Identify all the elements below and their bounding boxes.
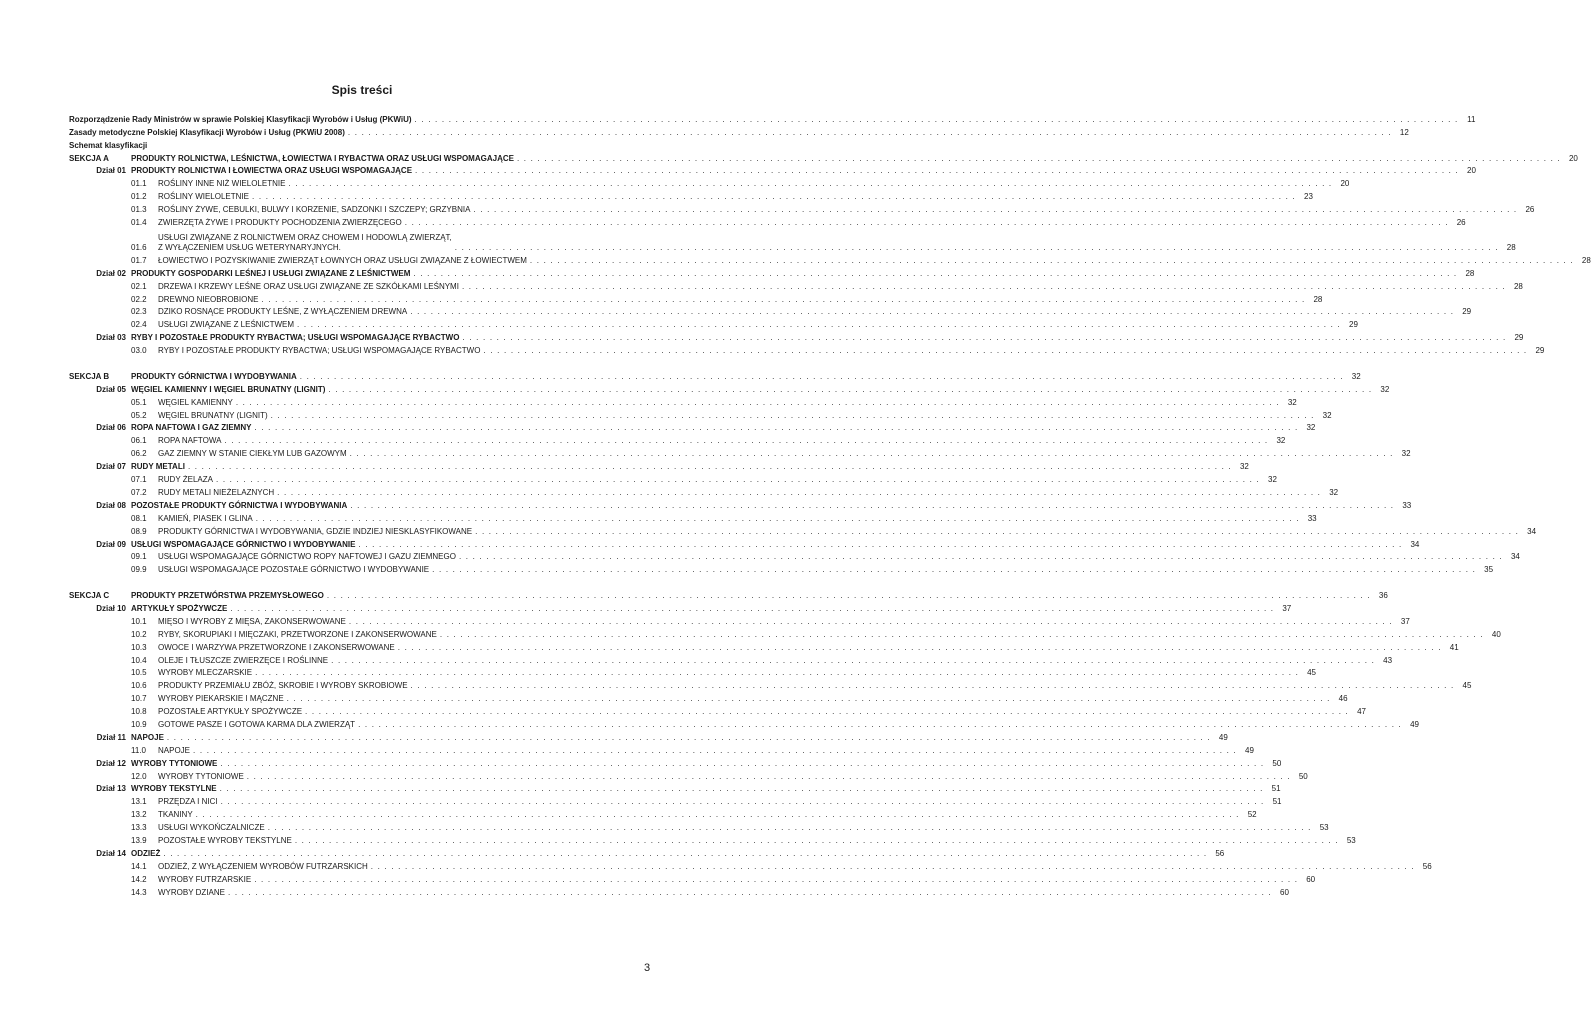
group-code: 01.4 — [131, 218, 147, 228]
toc-entry[interactable] — [69, 678, 1472, 691]
toc-entry[interactable] — [69, 305, 1472, 318]
leader-dots — [196, 810, 1240, 820]
toc-entry[interactable] — [69, 524, 1537, 537]
leader-dots — [224, 436, 1268, 446]
division-code: Dział 06 — [96, 423, 126, 433]
toc-entry[interactable] — [69, 138, 656, 151]
page-ref: 29 — [1462, 307, 1472, 317]
page-ref: 49 — [1218, 732, 1228, 742]
toc-entry[interactable] — [69, 704, 1366, 717]
entry-title: USŁUGI ZWIĄZANE Z ROLNICTWEM ORAZ CHOWEM I HODOWLĄ ZWIERZĄT, — [158, 233, 452, 243]
leader-dots — [483, 346, 1527, 356]
group-code: 01.3 — [131, 205, 147, 215]
entry-title: WYROBY PIEKARSKIE I MĄCZNE — [158, 694, 284, 704]
page-title: Spis treści — [331, 83, 393, 97]
leader-dots — [297, 320, 1341, 330]
entry-title: ARTYKUŁY SPOŻYWCZE — [131, 603, 228, 613]
entry-title: NAPOJE — [131, 732, 164, 742]
section-spacer — [69, 575, 656, 588]
toc-entry[interactable] — [69, 202, 1535, 215]
leader-dots — [328, 385, 1372, 395]
page-ref: 32 — [1239, 462, 1249, 472]
leader-dots — [255, 668, 1299, 678]
section-code: SEKCJA B — [69, 371, 110, 381]
entry-title: POZOSTAŁE ARTYKUŁY SPOŻYWCZE — [158, 707, 303, 717]
page-ref: 32 — [1287, 397, 1297, 407]
division-code: Dział 08 — [96, 500, 126, 510]
page-ref: 20 — [1467, 166, 1476, 176]
group-code: 14.3 — [131, 887, 147, 897]
group-code: 10.4 — [131, 655, 147, 665]
entry-title: PRODUKTY PRZEMIAŁU ZBÓŻ, SKROBIE I WYROBY SKROBIOWE — [158, 681, 408, 691]
entry-title: PRODUKTY GÓRNICTWA I WYDOBYWANIA, GDZIE INDZIEJ NIESKLASYFIKOWANE — [158, 526, 473, 536]
group-code: 12.0 — [131, 771, 147, 781]
page-ref: 28 — [1313, 294, 1323, 304]
group-code: 02.4 — [131, 320, 147, 330]
entry-title: PRODUKTY GOSPODARKI LEŚNEJ I USŁUGI ZWIĄZANE Z LEŚNICTWEM — [131, 268, 411, 278]
toc-entry[interactable] — [69, 794, 1282, 807]
page-ref: 52 — [1247, 810, 1257, 820]
group-code: 13.3 — [131, 823, 147, 833]
leader-dots — [415, 166, 1459, 176]
group-code: 07.2 — [131, 487, 147, 497]
group-code: 09.1 — [131, 552, 147, 562]
leader-dots — [277, 488, 1321, 498]
entry-title: RYBY I POZOSTAŁE PRODUKTY RYBACTWA; USŁUGI WSPOMAGAJĄCE RYBACTWO — [131, 333, 460, 343]
group-code: 02.3 — [131, 307, 147, 317]
leader-dots — [358, 540, 1402, 550]
toc-entry[interactable] — [69, 872, 1316, 885]
division-code: Dział 01 — [96, 166, 126, 176]
leader-dots — [268, 823, 1312, 833]
leader-dots — [411, 681, 1455, 691]
entry-title: PRODUKTY ROLNICTWA I ŁOWIECTWA ORAZ USŁUGI WSPOMAGAJĄCE — [131, 166, 413, 176]
table-of-contents — [69, 112, 1591, 898]
page-ref: 56 — [1215, 848, 1225, 858]
entry-title: ROPA NAFTOWA I GAZ ZIEMNY — [131, 423, 252, 433]
entry-title: WĘGIEL BRUNATNY (LIGNIT) — [158, 410, 268, 420]
leader-dots — [350, 449, 1394, 459]
group-code: 01.1 — [131, 179, 147, 189]
toc-entry[interactable] — [69, 228, 1516, 253]
entry-title: USŁUGI WSPOMAGAJĄCE POZOSTAŁE GÓRNICTWO I WYDOBYWANIE — [158, 565, 430, 575]
group-code: 09.9 — [131, 565, 147, 575]
toc-entry[interactable] — [69, 885, 1289, 898]
entry-title: WYROBY FUTRZARSKIE — [158, 874, 252, 884]
section-spacer — [69, 356, 656, 369]
entry-title: WYROBY MLECZARSKIE — [158, 668, 253, 678]
group-code: 10.1 — [131, 616, 147, 626]
leader-dots — [163, 849, 1207, 859]
group-code: 03.0 — [131, 346, 147, 356]
toc-entry[interactable] — [69, 459, 1249, 472]
entry-title: OLEJE I TŁUSZCZE ZWIERZĘCE I ROŚLINNE — [158, 655, 329, 665]
entry-title: RYBY I POZOSTAŁE PRODUKTY RYBACTWA; USŁUGI WSPOMAGAJĄCE RYBACTWO — [158, 346, 481, 356]
leader-dots — [371, 862, 1415, 872]
page-ref: 32 — [1322, 410, 1332, 420]
toc-entry[interactable] — [69, 343, 1545, 356]
entry-title: Schemat klasyfikacji — [69, 140, 148, 150]
toc-entry[interactable] — [69, 562, 1494, 575]
page-ref: 60 — [1306, 874, 1316, 884]
page-ref: 29 — [1349, 320, 1358, 330]
page-ref: 32 — [1306, 423, 1316, 433]
toc-entry[interactable] — [69, 112, 1476, 125]
entry-title-wrap — [158, 233, 452, 253]
page-ref: 12 — [1399, 127, 1409, 137]
page-ref: 28 — [1506, 243, 1516, 253]
page-ref: 20 — [1340, 179, 1350, 189]
page-ref: 49 — [1410, 719, 1419, 729]
group-code: 05.2 — [131, 410, 147, 420]
leader-dots — [256, 514, 1300, 524]
page-ref: 56 — [1422, 861, 1432, 871]
entry-title: POZOSTAŁE WYROBY TEKSTYLNE — [158, 835, 292, 845]
toc-entry[interactable] — [69, 253, 1591, 266]
toc-entry[interactable] — [69, 330, 1524, 343]
group-code: 05.1 — [131, 397, 147, 407]
toc-entry[interactable] — [69, 292, 1323, 305]
page-ref: 26 — [1525, 205, 1535, 215]
entry-title: Rozporządzenie Rady Ministrów w sprawie Polskiej Klasyfikacji Wyrobów i Usług (PKWiU) — [69, 114, 412, 124]
leader-dots — [331, 656, 1375, 666]
group-code: 10.3 — [131, 642, 147, 652]
entry-title: WYROBY DZIANE — [158, 887, 225, 897]
entry-title: MIĘSO I WYROBY Z MIĘSA, ZAKONSERWOWANE — [158, 616, 346, 626]
entry-title-line2 — [158, 243, 452, 253]
page-ref: 60 — [1280, 887, 1289, 897]
leader-dots — [300, 372, 1344, 382]
toc-entry[interactable] — [69, 176, 1350, 189]
page-ref: 34 — [1510, 552, 1520, 562]
leader-dots — [413, 269, 1457, 279]
leader-dots — [405, 218, 1449, 228]
page-ref: 35 — [1484, 565, 1494, 575]
entry-title: RUDY METALI — [131, 462, 185, 472]
division-code: Dział 07 — [96, 462, 126, 472]
entry-title: USŁUGI WSPOMAGAJĄCE GÓRNICTWO ROPY NAFTOWEJ I GAZU ZIEMNEGO — [158, 552, 456, 562]
group-code: 01.6 — [131, 243, 147, 253]
section-code: SEKCJA A — [69, 153, 109, 163]
division-code: Dział 05 — [96, 384, 126, 394]
entry-title: TKANINY — [158, 810, 193, 820]
leader-dots — [348, 128, 1392, 138]
entry-title: ŁOWIECTWO I POZYSKIWANIE ZWIERZĄT ŁOWNYCH ORAZ USŁUGI ZWIĄZANE Z ŁOWIECTWEM — [158, 255, 527, 265]
group-code: 01.7 — [131, 255, 147, 265]
group-code: 02.2 — [131, 294, 147, 304]
toc-entry[interactable] — [69, 691, 1348, 704]
entry-title: WYROBY TYTONIOWE — [131, 758, 218, 768]
entry-title: ROŚLINY WIELOLETNIE — [158, 192, 249, 202]
entry-title: RUDY ŻELAZA — [158, 475, 213, 485]
group-code: 08.9 — [131, 526, 147, 536]
toc-entry[interactable] — [69, 485, 1339, 498]
group-code: 10.7 — [131, 694, 147, 704]
leader-dots — [167, 733, 1211, 743]
toc-entry[interactable] — [69, 653, 1393, 666]
group-code: 11.0 — [131, 745, 146, 755]
page-ref: 50 — [1272, 758, 1282, 768]
page-ref: 32 — [1268, 475, 1277, 485]
group-code: 06.2 — [131, 449, 147, 459]
page-ref: 26 — [1456, 218, 1466, 228]
page-ref: 32 — [1380, 384, 1390, 394]
page-ref: 45 — [1462, 681, 1472, 691]
toc-entry[interactable] — [69, 717, 1419, 730]
page-ref: 29 — [1514, 333, 1524, 343]
group-code: 13.1 — [131, 797, 147, 807]
group-code: 13.2 — [131, 810, 147, 820]
page-ref: 20 — [1568, 153, 1578, 163]
entry-title: ODZIEŻ, Z WYŁĄCZENIEM WYROBÓW FUTRZARSKICH — [158, 861, 368, 871]
toc-entry[interactable] — [69, 125, 1409, 138]
toc-entry[interactable] — [69, 498, 1412, 511]
page-number: 3 — [644, 962, 651, 974]
group-code: 02.1 — [131, 281, 147, 291]
entry-title: ODZIEŻ — [131, 848, 161, 858]
entry-title: Zasady metodyczne Polskiej Klasyfikacji Wyrobów i Usług (PKWiU 2008) — [69, 127, 345, 137]
entry-title: GOTOWE PASZE I GOTOWA KARMA DLA ZWIERZĄT — [158, 719, 356, 729]
page-ref: 45 — [1307, 668, 1317, 678]
page-ref: 37 — [1400, 616, 1410, 626]
toc-entry[interactable] — [69, 164, 1476, 177]
page-ref: 23 — [1304, 192, 1313, 202]
page-ref: 28 — [1465, 268, 1475, 278]
entry-title: WĘGIEL KAMIENNY — [158, 397, 233, 407]
leader-dots — [455, 243, 1499, 253]
leader-dots — [349, 617, 1393, 627]
entry-title: ROŚLINY ŻYWE, CEBULKI, BULWY I KORZENIE, SADZONKI I SZCZEPY; GRZYBNIA — [158, 205, 471, 215]
page-ref: 11 — [1467, 114, 1476, 124]
leader-dots — [261, 295, 1305, 305]
toc-entry[interactable] — [69, 640, 1459, 653]
entry-title-continued: Z WYŁĄCZENIEM USŁUG WETERYNARYJNYCH. — [158, 243, 341, 253]
entry-title: PRODUKTY GÓRNICTWA I WYDOBYWANIA — [131, 371, 297, 381]
division-code: Dział 12 — [96, 758, 126, 768]
page-ref: 51 — [1272, 797, 1282, 807]
page-ref: 37 — [1282, 603, 1292, 613]
page-ref: 33 — [1307, 513, 1317, 523]
toc-entry[interactable] — [69, 769, 1308, 782]
entry-title: PRODUKTY ROLNICTWA, LEŚNICTWA, ŁOWIECTWA I RYBACTWA ORAZ USŁUGI WSPOMAGAJĄCE — [131, 153, 514, 163]
toc-entry[interactable] — [69, 189, 1313, 202]
group-code: 07.1 — [131, 475, 147, 485]
leader-dots — [188, 462, 1232, 472]
toc-entry[interactable] — [69, 408, 1332, 421]
toc-entry[interactable] — [69, 550, 1520, 563]
leader-dots — [415, 115, 1459, 125]
leader-dots — [350, 501, 1394, 511]
toc-entry[interactable] — [69, 782, 1281, 795]
page-ref: 53 — [1346, 835, 1356, 845]
entry-title: RUDY METALI NIEŻELAZNYCH — [158, 487, 275, 497]
division-code: Dział 03 — [96, 333, 126, 343]
leader-dots — [254, 423, 1298, 433]
page-ref: 53 — [1319, 823, 1329, 833]
entry-title: RYBY, SKORUPIAKI I MIĘCZAKI, PRZETWORZONE I ZAKONSERWOWANE — [158, 629, 437, 639]
group-code: 14.2 — [131, 874, 147, 884]
leader-dots — [220, 759, 1264, 769]
toc-entry[interactable] — [69, 433, 1286, 446]
leader-dots — [271, 411, 1315, 421]
group-code: 10.8 — [131, 707, 147, 717]
toc-entry[interactable] — [69, 317, 1358, 330]
toc-entry[interactable] — [69, 627, 1501, 640]
page-ref: 33 — [1402, 500, 1412, 510]
toc-entry[interactable] — [69, 215, 1466, 228]
group-code: 10.2 — [131, 629, 147, 639]
entry-title: DREWNO NIEOBROBIONE — [158, 294, 259, 304]
leader-dots — [230, 604, 1274, 614]
page-ref: 36 — [1378, 591, 1388, 601]
leader-dots — [462, 282, 1506, 292]
page-ref: 32 — [1401, 449, 1411, 459]
leader-dots — [288, 179, 1332, 189]
leader-dots — [247, 772, 1291, 782]
page-ref: 32 — [1351, 371, 1361, 381]
toc-entry[interactable] — [69, 743, 1254, 756]
division-code: Dział 02 — [96, 268, 126, 278]
leader-dots — [295, 836, 1339, 846]
entry-title: DRZEWA I KRZEWY LEŚNE ORAZ USŁUGI ZWIĄZANE ZE SZKÓŁKAMI LEŚNYMI — [158, 281, 459, 291]
leader-dots — [193, 746, 1237, 756]
toc-entry[interactable] — [69, 846, 1225, 859]
toc-entry[interactable] — [69, 446, 1411, 459]
page-ref: 32 — [1329, 487, 1339, 497]
division-code: Dział 13 — [96, 784, 126, 794]
leader-dots — [221, 797, 1265, 807]
toc-entry[interactable] — [69, 395, 1297, 408]
entry-title: GAZ ZIEMNY W STANIE CIEKŁYM LUB GAZOWYM — [158, 449, 347, 459]
page-ref: 47 — [1357, 707, 1366, 717]
page-ref: 32 — [1276, 436, 1286, 446]
leader-dots — [236, 398, 1280, 408]
toc-entry[interactable] — [69, 601, 1292, 614]
entry-title: WYROBY TEKSTYLNE — [131, 784, 217, 794]
entry-title: USŁUGI ZWIĄZANE Z LEŚNICTWEM — [158, 320, 295, 330]
group-code: 10.6 — [131, 681, 147, 691]
leader-dots — [462, 333, 1506, 343]
page-ref: 28 — [1581, 255, 1591, 265]
group-code: 10.5 — [131, 668, 147, 678]
entry-title: NAPOJE — [158, 745, 191, 755]
group-code: 06.1 — [131, 436, 147, 446]
entry-title: OWOCE I WARZYWA PRZETWORZONE I ZAKONSERWOWANE — [158, 642, 395, 652]
toc-entry[interactable] — [69, 730, 1228, 743]
leader-dots — [358, 720, 1402, 730]
division-code: Dział 10 — [96, 603, 126, 613]
leader-dots — [432, 565, 1476, 575]
entry-title: PRZĘDZA I NICI — [158, 797, 218, 807]
division-code: Dział 11 — [96, 732, 126, 742]
toc-entry[interactable] — [69, 382, 1390, 395]
entry-title: USŁUGI WSPOMAGAJĄCE GÓRNICTWO I WYDOBYWANIE — [131, 539, 356, 549]
leader-dots — [252, 192, 1296, 202]
toc-entry[interactable] — [69, 511, 1317, 524]
leader-dots — [410, 307, 1454, 317]
leader-dots — [220, 784, 1264, 794]
page-ref: 50 — [1298, 771, 1308, 781]
page-ref: 34 — [1527, 526, 1537, 536]
leader-dots — [327, 591, 1371, 601]
entry-title: ROŚLINY INNE NIŻ WIELOLETNIE — [158, 179, 286, 189]
leader-dots — [530, 256, 1574, 266]
page-ref: 49 — [1245, 745, 1254, 755]
page-ref: 40 — [1491, 629, 1501, 639]
page-ref: 29 — [1535, 346, 1545, 356]
toc-entry[interactable] — [69, 421, 1316, 434]
entry-title: WĘGIEL KAMIENNY I WĘGIEL BRUNATNY (LIGNIT) — [131, 384, 326, 394]
group-code: 13.9 — [131, 835, 147, 845]
page-ref: 51 — [1271, 784, 1281, 794]
leader-dots — [287, 694, 1331, 704]
toc-entry[interactable] — [69, 472, 1277, 485]
page-ref: 28 — [1513, 281, 1523, 291]
toc-entry[interactable] — [69, 537, 1420, 550]
entry-title: PRODUKTY PRZETWÓRSTWA PRZEMYSŁOWEGO — [131, 591, 324, 601]
leader-dots — [517, 154, 1561, 164]
toc-entry[interactable] — [69, 666, 1317, 679]
group-code: 08.1 — [131, 513, 147, 523]
toc-entry[interactable] — [69, 614, 1410, 627]
leader-dots — [305, 707, 1349, 717]
leader-dots — [398, 643, 1442, 653]
leader-dots — [228, 888, 1272, 898]
entry-title: WYROBY TYTONIOWE — [158, 771, 244, 781]
toc-entry[interactable] — [69, 807, 1257, 820]
toc-entry[interactable] — [69, 151, 1578, 164]
leader-dots — [440, 630, 1484, 640]
leader-dots — [475, 527, 1519, 537]
toc-entry[interactable] — [69, 279, 1523, 292]
toc-entry[interactable] — [69, 756, 1282, 769]
entry-title: USŁUGI WYKOŃCZALNICZE — [158, 823, 265, 833]
entry-title: POZOSTAŁE PRODUKTY GÓRNICTWA I WYDOBYWANIA — [131, 500, 348, 510]
entry-title: ROPA NAFTOWA — [158, 436, 222, 446]
toc-entry[interactable] — [69, 859, 1432, 872]
group-code: 14.1 — [131, 861, 147, 871]
entry-title: DZIKO ROSNĄCE PRODUKTY LEŚNE, Z WYŁĄCZENIEM DREWNA — [158, 307, 408, 317]
section-code: SEKCJA C — [69, 591, 110, 601]
leader-dots — [216, 475, 1260, 485]
toc-entry[interactable] — [69, 588, 1388, 601]
division-code: Dział 14 — [96, 848, 126, 858]
group-code: 10.9 — [131, 719, 147, 729]
page-ref: 34 — [1410, 539, 1420, 549]
leader-dots — [459, 552, 1503, 562]
toc-entry[interactable] — [69, 369, 1361, 382]
toc-entry[interactable] — [69, 266, 1475, 279]
division-code: Dział 09 — [96, 539, 126, 549]
entry-title: ZWIERZĘTA ŻYWE I PRODUKTY POCHODZENIA ZWIERZĘCEGO — [158, 218, 402, 228]
group-code: 01.2 — [131, 192, 147, 202]
page-ref: 43 — [1383, 655, 1393, 665]
entry-title: KAMIEŃ, PIASEK I GLINA — [158, 513, 253, 523]
toc-entry[interactable] — [69, 833, 1356, 846]
leader-dots — [254, 875, 1298, 885]
page-ref: 46 — [1338, 694, 1348, 704]
leader-dots — [473, 205, 1517, 215]
page-ref: 41 — [1449, 642, 1459, 652]
toc-entry[interactable] — [69, 820, 1329, 833]
